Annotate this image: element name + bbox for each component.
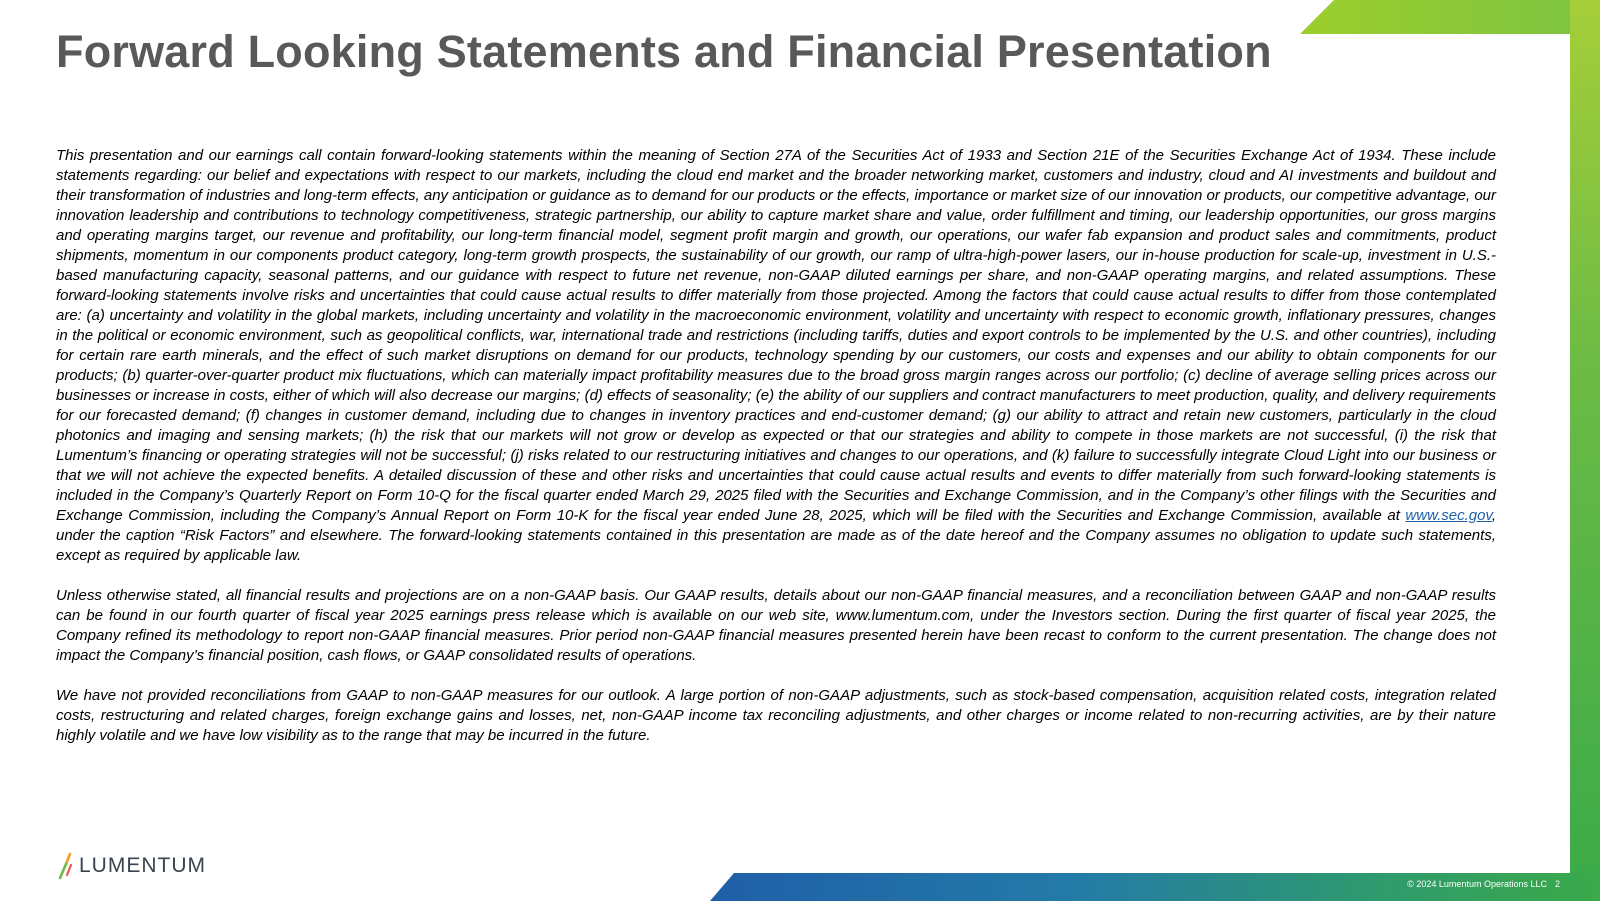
copyright-text: © 2024 Lumentum Operations LLC bbox=[1407, 879, 1547, 889]
slide-title: Forward Looking Statements and Financial Presentation bbox=[56, 26, 1272, 77]
paragraph-text: , under the caption “Risk Factors” and elsewhere. The forward-looking statements contained in this presentation are made as of the date hereof and the Company assumes no obligation to update such statements, except as required by applicable law. bbox=[56, 507, 1496, 564]
non-gaap-paragraph: Unless otherwise stated, all financial results and projections are on a non-GAAP basis. Our GAAP results, details about our non-GAAP financial measures, and a reconciliation between GAAP and non-GAAP results can be found in our fourth quarter of fiscal year 2025 earnings press release which is available on our web site, www.lumentum.com, under the Investors section. During the first quarter of fiscal year 2025, the Company refined its methodology to report non-GAAP financial measures. Prior period non-GAAP financial measures presented herein have been recast to conform to the current presentation. The change does not impact the Company’s financial position, cash flows, or GAAP consolidated results of operations. bbox=[56, 587, 1496, 664]
paragraph-text: This presentation and our earnings call contain forward-looking statements within the meaning of Section 27A of the Securities Act of 1933 and Section 21E of the Securities Exchange Act of 1934. These include statements regarding: our belief and expectations with respect to our markets, including the cloud end market and the broader networking market, customers and industry, cloud and AI investments and buildout and their transformation of industries and long-term effects, any anticipation or guidance as to demand for our products or the effects, importance or market size of our innovation or products, our competitive advantage, our innovation leadership and contributions to technology competitiveness, strategic partnership, our ability to capture market share and value, order fulfillment and timing, our leadership opportunities, our gross margins and operating margins target, our revenue and profitability, our long-term financial model, segment profit margin and growth, our operations, our wafer fab expansion and product sales and commitments, product shipments, momentum in our components product category, long-term growth prospects, the sustainability of our growth, our ramp of ultra-high-power lasers, our in-house production for scale-up, investment in U.S.-based manufacturing capacity, seasonal patterns, and our guidance with respect to future net revenue, non-GAAP diluted earnings per share, and non-GAAP operating margins, and related assumptions. These forward-looking statements involve risks and uncertainties that could cause actual results to differ materially from those projected. Among the factors that could cause actual results to differ from those contemplated are: (a) uncertainty and volatility in the global markets, including uncertainty and volatility in the macroeconomic environment, volatility and uncertainty with respect to economic growth, inflationary pressures, changes in the political or economic environment, such as geopolitical conflicts, war, international trade and restrictions (including tariffs, duties and export controls to be implemented by the U.S. and other countries), including for certain rare earth minerals, and the effect of such market disruptions on demand for our products, technology spending by our customers, our costs and expenses and our ability to obtain components for our products; (b) quarter-over-quarter product mix fluctuations, which can materially impact profitability measures due to the broad gross margin ranges across our portfolio; (c) decline of average selling prices across our businesses or increase in costs, either of which will also decrease our margins; (d) effects of seasonality; (e) the ability of our suppliers and contract manufacturers to meet production, quality, and delivery requirements for our forecasted demand; (f) changes in customer demand, including due to changes in inventory practices and end-customer demand; (g) our ability to attract and retain new customers, particularly in the cloud photonics and imaging and sensing markets; (h) the risk that our markets will not grow or develop as expected or that our strategies and ability to compete in those markets are not successful, (i) the risk that Lumentum’s financing or operating strategies will not be successful; (j) risks related to our restructuring initiatives and changes to our operations, and (k) failure to successfully integrate Cloud Light into our business or that we will not achieve the expected benefits. A detailed discussion of these and other risks and uncertainties that could cause actual results and events to differ materially from such forward-looking statements is included in the Company’s Quarterly Report on Form 10-Q for the fiscal quarter ended March 29, 2025 filed with the Securities and Exchange Commission, and in the Company’s other filings with the Securities and Exchange Commission, including the Company’s Annual Report on Form 10-K for the fiscal year ended June 28, 2025, which will be filed with the Securities and Exchange Commission, available at bbox=[56, 147, 1496, 524]
outlook-paragraph: We have not provided reconciliations from GAAP to non-GAAP measures for our outlook. A large portion of non-GAAP adjustments, such as stock-based compensation, acquisition related costs, integration related costs, restructuring and related charges, foreign exchange gains and losses, net, non-GAAP income tax reconciling adjustments, and other charges or income related to non-recurring activities, are by their nature highly volatile and we have low visibility as to the range that may be incurred in the future. bbox=[56, 687, 1496, 744]
page-number: 2 bbox=[1554, 879, 1560, 889]
corner-accent bbox=[1300, 0, 1600, 34]
sec-link[interactable]: www.sec.gov bbox=[1405, 507, 1492, 524]
slide-body bbox=[56, 146, 1496, 766]
lumentum-logo bbox=[55, 848, 206, 884]
lumentum-slash-icon bbox=[55, 851, 77, 881]
logo-text: LUMENTUM bbox=[79, 854, 206, 877]
right-accent-bar bbox=[1570, 0, 1600, 901]
footer bbox=[1400, 879, 1560, 889]
forward-looking-paragraph bbox=[56, 146, 1496, 566]
